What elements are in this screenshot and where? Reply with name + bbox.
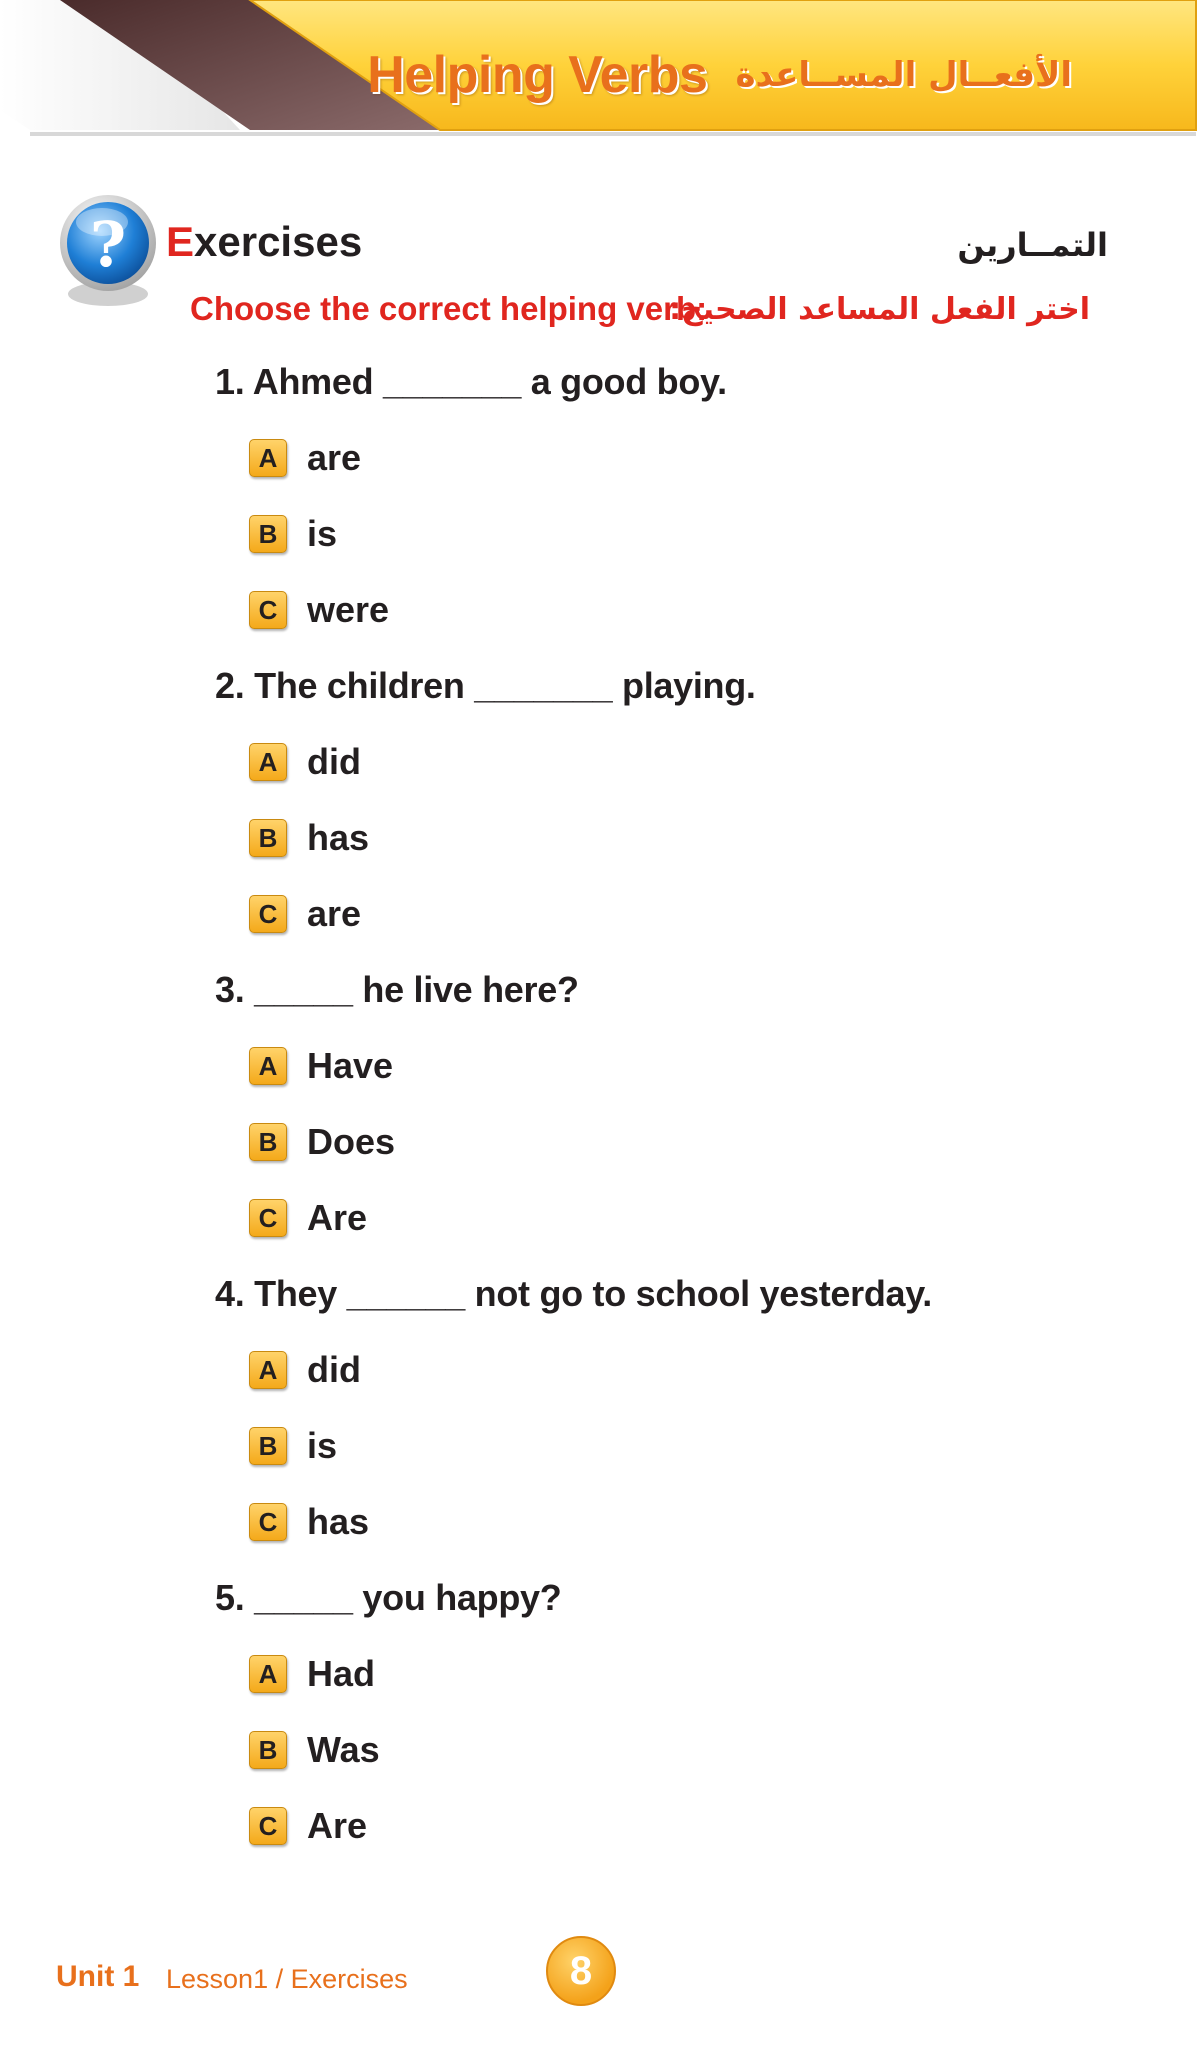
section-title-arabic: التمــارين <box>957 226 1108 264</box>
option-text: did <box>307 1349 361 1390</box>
question-text: 5. _____ you happy? <box>215 1577 562 1618</box>
option-text: were <box>307 589 390 630</box>
option-a[interactable] <box>249 1650 1115 1726</box>
option-a[interactable] <box>249 434 1115 510</box>
option-letter-badge: B <box>249 1731 287 1769</box>
question-text: 3. _____ he live here? <box>215 969 579 1010</box>
option-text: Are <box>307 1805 368 1846</box>
option-letter-badge: B <box>249 819 287 857</box>
option-c[interactable] <box>249 890 1115 966</box>
option-text: are <box>307 437 362 478</box>
instruction-text: Choose the correct helping verb: <box>190 290 708 327</box>
question-3 <box>215 966 1115 1270</box>
option-letter-badge: C <box>249 1807 287 1845</box>
option-text: has <box>307 817 370 858</box>
option-letter-badge: A <box>249 1351 287 1389</box>
option-text: Does <box>307 1121 396 1162</box>
question-text: 4. They ______ not go to school yesterday. <box>215 1273 932 1314</box>
option-letter-badge: C <box>249 591 287 629</box>
question-text: 2. The children _______ playing. <box>215 665 756 706</box>
option-c[interactable] <box>249 1498 1115 1574</box>
question-2 <box>215 662 1115 966</box>
option-c[interactable] <box>249 586 1115 662</box>
page-title <box>367 40 1072 110</box>
option-a[interactable] <box>249 738 1115 814</box>
option-letter-badge: B <box>249 1123 287 1161</box>
question-5 <box>215 1574 1115 1878</box>
option-text: did <box>307 741 361 782</box>
option-letter-badge: B <box>249 1427 287 1465</box>
option-letter-badge: C <box>249 1199 287 1237</box>
option-text: Had <box>307 1653 376 1694</box>
option-letter-badge: A <box>249 439 287 477</box>
question-list <box>215 358 1115 1878</box>
option-c[interactable] <box>249 1194 1115 1270</box>
option-letter-badge: A <box>249 1655 287 1693</box>
option-text: is <box>307 1425 338 1466</box>
question-1 <box>215 358 1115 662</box>
page-number-badge: 8 <box>546 1936 616 2006</box>
section-title-first-letter: E <box>166 218 195 265</box>
option-text: Have <box>307 1045 394 1086</box>
title-arabic: الأفعــال المســاعدة <box>735 55 1072 95</box>
question-text: 1. Ahmed _______ a good boy. <box>215 361 727 402</box>
option-c[interactable] <box>249 1802 1115 1878</box>
option-text: Was <box>307 1729 380 1770</box>
option-letter-badge: B <box>249 515 287 553</box>
question-icon <box>58 188 158 310</box>
instruction-text-arabic: اختر الفعل المساعد الصحيح: <box>669 292 1090 327</box>
footer-unit: Unit 1 <box>56 1960 140 1993</box>
question-4 <box>215 1270 1115 1574</box>
option-text: Are <box>307 1197 368 1238</box>
option-a[interactable] <box>249 1042 1115 1118</box>
option-b[interactable] <box>249 1726 1115 1802</box>
option-text: is <box>307 513 338 554</box>
option-b[interactable] <box>249 1422 1115 1498</box>
option-b[interactable] <box>249 814 1115 890</box>
option-b[interactable] <box>249 1118 1115 1194</box>
option-letter-badge: C <box>249 1503 287 1541</box>
footer-lesson: Lesson1 / Exercises <box>166 1964 408 1994</box>
section-title-rest: xercises <box>194 218 363 265</box>
option-letter-badge: C <box>249 895 287 933</box>
section-title <box>166 218 362 266</box>
page-header <box>0 0 1200 145</box>
option-letter-badge: A <box>249 1047 287 1085</box>
option-text: are <box>307 893 362 934</box>
title-english: Helping Verbs <box>367 46 708 104</box>
option-text: has <box>307 1501 370 1542</box>
svg-text:?: ? <box>89 208 127 281</box>
option-b[interactable] <box>249 510 1115 586</box>
option-a[interactable] <box>249 1346 1115 1422</box>
option-letter-badge: A <box>249 743 287 781</box>
